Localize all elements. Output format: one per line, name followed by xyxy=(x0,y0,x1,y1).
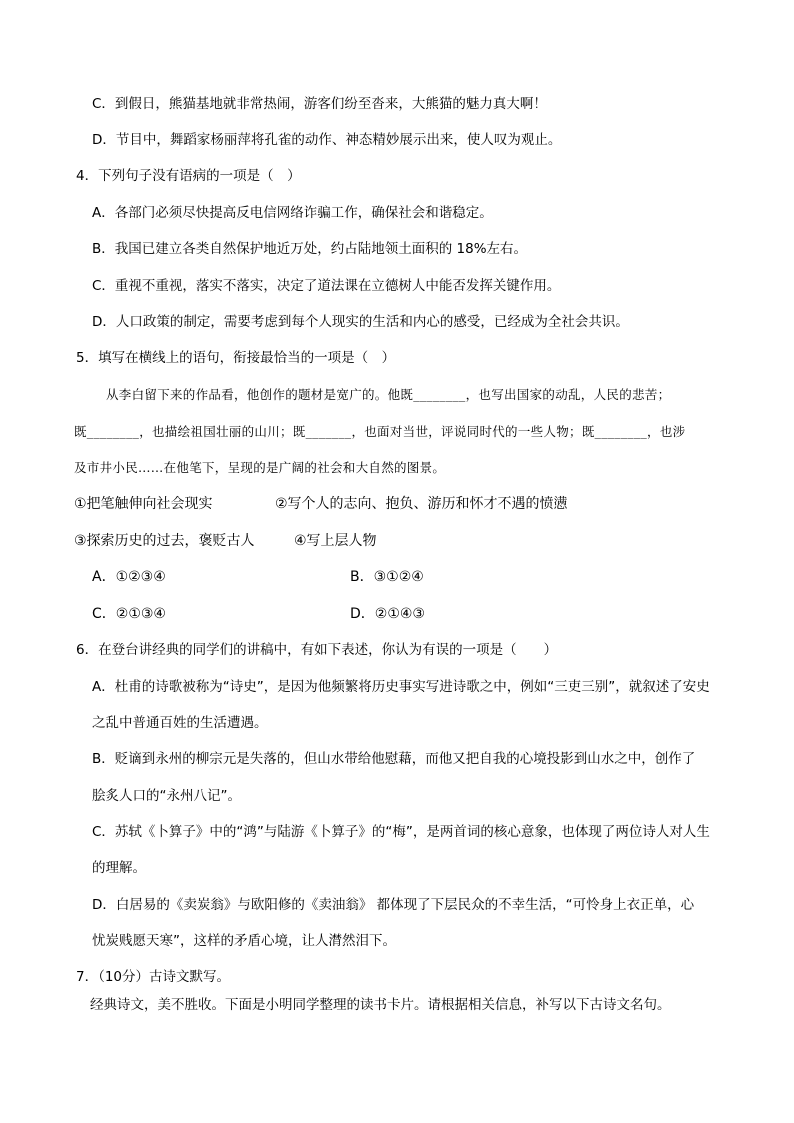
q4-stem: 4．下列句子没有语病的一项是（ ） xyxy=(76,168,301,184)
q3-option-c: C．到假日，熊猫基地就非常热闹，游客们纷至沓来，大熊猫的魅力真大啊！ xyxy=(92,96,547,112)
q6-option-b-line-2: 脍炙人口的“永州八记”。 xyxy=(92,788,241,804)
q4-option-a: A．各部门必须尽快提高反电信网络诈骗工作，确保社会和谐稳定。 xyxy=(92,205,493,221)
q5-choice-4: ④写上层人物 xyxy=(294,533,377,549)
q5-option-c: C．②①③④ xyxy=(92,606,166,622)
q5-option-b: B．③①②④ xyxy=(350,569,424,585)
q5-choice-1: ①把笔触伸向社会现实 xyxy=(74,496,213,512)
q5-option-a: A．①②③④ xyxy=(92,569,166,585)
q7-stem: 7．（10分）古诗文默写。 xyxy=(76,969,231,985)
q4-option-b: B．我国已建立各类自然保护地近万处，约占陆地领土面积的 18%左右。 xyxy=(92,241,528,257)
q6-option-a-line-1: A．杜甫的诗歌被称为“诗史”，是因为他频繁将历史事实写进诗歌之中，例如“三吏三别”，就叙述了安史 xyxy=(92,679,710,695)
q6-stem: 6．在登台讲经典的同学们的讲稿中，有如下表述，你认为有误的一项是（ ） xyxy=(76,642,558,658)
q5-stem: 5．填写在横线上的语句，衔接最恰当的一项是（ ） xyxy=(76,350,396,366)
q6-option-d-line-2: 忧炭贱愿天寒”，这样的矛盾心境，让人潸然泪下。 xyxy=(92,933,396,949)
q7-intro: 经典诗文，美不胜收。下面是小明同学整理的读书卡片。请根据相关信息，补写以下古诗文名句。 xyxy=(90,997,671,1013)
q6-option-d-line-1: D．白居易的《卖炭翁》与欧阳修的《卖油翁》 都体现了下层民众的不幸生活，“可怜身上衣正单，心 xyxy=(92,897,695,913)
q3-option-d: D．节目中，舞蹈家杨丽萍将孔雀的动作、神态精妙展示出来，使人叹为观止。 xyxy=(92,132,562,148)
q5-choice-3: ③探索历史的过去，褒贬古人 xyxy=(74,533,255,549)
q6-option-a-line-2: 之乱中普通百姓的生活遭遇。 xyxy=(92,715,268,731)
q5-choice-2: ②写个人的志向、抱负、游历和怀才不遇的愤懑 xyxy=(275,496,568,512)
q6-option-c-line-1: C．苏轼《卜算子》中的“鸿”与陆游《卜算子》的“梅”，是两首词的核心意象，也体现了两位诗人对人生 xyxy=(92,824,710,840)
q6-option-b-line-1: B．贬谪到永州的柳宗元是失落的，但山水带给他慰藉，而他又把自我的心境投影到山水之中，创作了 xyxy=(92,751,696,767)
q4-option-d: D．人口政策的制定，需要考虑到每个人现实的生活和内心的感受，已经成为全社会共识。 xyxy=(92,314,629,330)
q4-option-c: C．重视不重视，落实不落实，决定了道法课在立德树人中能否发挥关键作用。 xyxy=(92,278,561,294)
q5-passage-line-3: 及市井小民……在他笔下，呈现的是广阔的社会和大自然的图景。 xyxy=(74,460,446,475)
q5-passage-line-1: 从李白留下来的作品看，他创作的题材是宽广的。他既________，也写出国家的动乱，人民的悲苦； xyxy=(106,387,671,402)
q5-option-d: D．②①④③ xyxy=(350,606,425,622)
q5-passage-line-2: 既________，也描绘祖国壮丽的山川；既_______，也面对当世，评说同时代的一些人物；既________，也涉 xyxy=(74,424,686,439)
q6-option-c-line-2: 的理解。 xyxy=(92,860,146,876)
